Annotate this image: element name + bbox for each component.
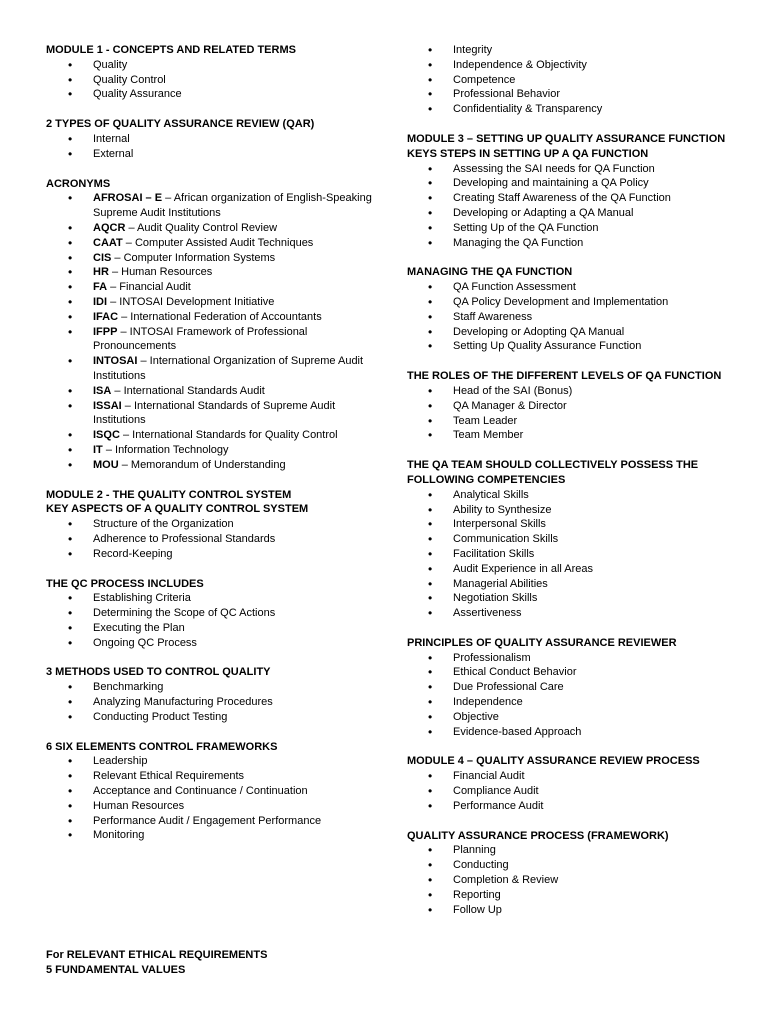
acronym-definition: – INTOSAI Development Initiative [107, 295, 275, 308]
acronym-definition: – Computer Assisted Audit Techniques [122, 236, 314, 249]
list-item: • QA Manager & Director [407, 399, 737, 414]
section [407, 829, 737, 918]
list-item: • Reporting [407, 888, 737, 903]
list-item: • Interpersonal Skills [407, 517, 737, 532]
acronym-definition: – International Standards of Supreme Audit Institutions [93, 399, 336, 427]
section [407, 754, 737, 813]
bullet-list [407, 488, 737, 621]
bullet-list [407, 769, 737, 813]
acronym-abbr: AFROSAI – E [93, 192, 163, 205]
list-item: • Quality Control [46, 73, 376, 88]
section-subheading: KEY ASPECTS OF A QUALITY CONTROL SYSTEM [46, 503, 309, 516]
list-item: • Developing or Adapting a QA Manual [407, 206, 737, 221]
list-item: • Competence [407, 73, 737, 88]
acronym-definition: – Human Resources [108, 266, 213, 279]
list-item: • External [46, 147, 376, 162]
acronym-abbr: ISSAI [93, 399, 122, 412]
list-item: • Independence [407, 695, 737, 710]
list-item: • Professionalism [407, 651, 737, 666]
acronym-definition: – Information Technology [102, 443, 229, 456]
section [46, 43, 376, 102]
bullet-list [407, 651, 737, 740]
section [46, 665, 376, 724]
section [407, 458, 737, 621]
acronym-definition: – Computer Information Systems [111, 251, 276, 264]
acronym-item [46, 236, 376, 251]
list-item: • Completion & Review [407, 873, 737, 888]
bullet-list [407, 843, 737, 917]
list-item: • Determining the Scope of QC Actions [46, 606, 376, 621]
left-column [46, 43, 376, 858]
list-item: • Establishing Criteria [46, 591, 376, 606]
acronym-abbr: IFPP [93, 325, 118, 338]
list-item: • Monitoring [46, 828, 376, 843]
section-heading: MODULE 2 - THE QUALITY CONTROL SYSTEM [46, 488, 292, 501]
acronym-definition: – INTOSAI Framework of Professional Pronouncements [93, 325, 308, 353]
list-item: • Developing or Adopting QA Manual [407, 325, 737, 340]
acronym-definition: – International Standards for Quality Control [119, 429, 338, 442]
list-item: • Team Leader [407, 414, 737, 429]
list-item: • Structure of the Organization [46, 517, 376, 532]
section-heading: THE QC PROCESS INCLUDES [46, 577, 204, 590]
list-item: • Quality Assurance [46, 87, 376, 102]
list-item: • Quality [46, 58, 376, 73]
acronym-definition: – International Standards Audit [111, 384, 265, 397]
acronym-item [46, 251, 376, 266]
acronym-item [46, 295, 376, 310]
acronym-abbr: IT [93, 443, 103, 456]
acronym-item [46, 384, 376, 399]
acronym-abbr: AQCR [93, 221, 126, 234]
section-heading: PRINCIPLES OF QUALITY ASSURANCE REVIEWER [407, 636, 677, 649]
bullet-list [46, 58, 376, 102]
acronym-item [46, 443, 376, 458]
acronym-definition: – International Organization of Supreme Audit Institutions [93, 355, 364, 382]
list-item: • Ongoing QC Process [46, 636, 376, 651]
list-item: • Assessing the SAI needs for QA Function [407, 162, 737, 177]
section [46, 117, 376, 161]
section-heading: MODULE 4 – QUALITY ASSURANCE REVIEW PROCESS [407, 755, 700, 768]
section [407, 132, 737, 250]
bullet-list [407, 384, 737, 443]
list-item: • Developing and maintaining a QA Policy [407, 176, 737, 191]
list-item: • Performance Audit [407, 799, 737, 814]
acronym-item [46, 399, 376, 429]
list-item: • Confidentiality & Transparency [407, 102, 737, 117]
section-heading: 6 SIX ELEMENTS CONTROL FRAMEWORKS [46, 740, 278, 753]
list-item: • Professional Behavior [407, 87, 737, 102]
list-item: • Audit Experience in all Areas [407, 562, 737, 577]
list-item: • Planning [407, 843, 737, 858]
acronym-definition: – International Federation of Accountants [118, 310, 322, 323]
list-item: • Managerial Abilities [407, 577, 737, 592]
list-item: • Analyzing Manufacturing Procedures [46, 695, 376, 710]
section [407, 265, 737, 354]
acronym-abbr: ISQC [93, 429, 120, 442]
list-item: • Team Member [407, 428, 737, 443]
list-item: • Negotiation Skills [407, 591, 737, 606]
list-item: • Due Professional Care [407, 680, 737, 695]
bullet-list [46, 591, 376, 650]
acronym-abbr: CAAT [93, 236, 123, 249]
acronym-definition: – African organization of English-Speaking Supreme Audit Institutions [93, 192, 372, 220]
acronym-item [46, 280, 376, 295]
acronym-abbr: IDI [93, 295, 108, 308]
list-item: • Conducting [407, 858, 737, 873]
acronym-item [46, 191, 376, 221]
section-heading: 3 METHODS USED TO CONTROL QUALITY [46, 666, 271, 679]
list-item: • Follow Up [407, 903, 737, 918]
list-item: • Relevant Ethical Requirements [46, 769, 376, 784]
acronym-abbr: FA [93, 281, 108, 294]
footer-line-1: For RELEVANT ETHICAL REQUIREMENTS [46, 949, 268, 961]
footer-line-2: 5 FUNDAMENTAL VALUES [46, 963, 186, 976]
list-item: • QA Function Assessment [407, 280, 737, 295]
section-heading: 2 TYPES OF QUALITY ASSURANCE REVIEW (QAR) [46, 118, 315, 131]
list-item: • Integrity [407, 43, 737, 58]
section [46, 740, 376, 844]
acronym-item [46, 325, 376, 355]
section-heading: QUALITY ASSURANCE PROCESS (FRAMEWORK) [407, 829, 669, 842]
list-item: • Record-Keeping [46, 547, 376, 562]
acronym-definition: – Financial Audit [107, 281, 191, 294]
acronym-item [46, 265, 376, 280]
acronym-item [46, 221, 376, 236]
list-item: • Ability to Synthesize [407, 503, 737, 518]
list-item: • Conducting Product Testing [46, 710, 376, 725]
list-item: • Facilitation Skills [407, 547, 737, 562]
bullet-list [46, 680, 376, 724]
acronym-abbr: IFAC [93, 310, 119, 323]
section-subheading: KEYS STEPS IN SETTING UP A QA FUNCTION [407, 147, 649, 160]
section-heading: MODULE 3 – SETTING UP QUALITY ASSURANCE FUNCTION [407, 132, 726, 145]
list-item: • Head of the SAI (Bonus) [407, 384, 737, 399]
list-item: • Internal [46, 132, 376, 147]
acronym-list [46, 191, 376, 472]
acronym-abbr: ISA [93, 384, 112, 397]
acronym-item [46, 354, 376, 384]
list-item: • Financial Audit [407, 769, 737, 784]
acronym-abbr: CIS [93, 251, 112, 264]
list-item: • Acceptance and Continuance / Continuation [46, 784, 376, 799]
section [46, 488, 376, 562]
bullet-list [46, 754, 376, 843]
list-item: • Managing the QA Function [407, 236, 737, 251]
section-heading: MANAGING THE QA FUNCTION [407, 266, 573, 279]
list-item: • Analytical Skills [407, 488, 737, 503]
section [46, 577, 376, 651]
list-item: • Evidence-based Approach [407, 725, 737, 740]
bullet-list [407, 162, 737, 251]
bullet-list [407, 43, 737, 117]
list-item: • Communication Skills [407, 532, 737, 547]
footer [46, 948, 267, 978]
acronym-abbr: INTOSAI [93, 355, 138, 368]
list-item: • Adherence to Professional Standards [46, 532, 376, 547]
acronym-definition: – Audit Quality Control Review [125, 221, 278, 234]
section-heading: THE QA TEAM SHOULD COLLECTIVELY POSSESS THE FOLLOWING COMPETENCIES [407, 459, 699, 486]
bullet-list [46, 517, 376, 561]
list-item: • Objective [407, 710, 737, 725]
acronym-item [46, 310, 376, 325]
list-item: • Independence & Objectivity [407, 58, 737, 73]
list-item: • Compliance Audit [407, 784, 737, 799]
section [407, 636, 737, 740]
list-item: • QA Policy Development and Implementation [407, 295, 737, 310]
acronym-definition: – Memorandum of Understanding [118, 458, 286, 471]
section [407, 369, 737, 443]
acronym-abbr: HR [93, 266, 109, 279]
list-item: • Benchmarking [46, 680, 376, 695]
bullet-list [46, 132, 376, 162]
list-item: • Human Resources [46, 799, 376, 814]
right-column [407, 43, 737, 932]
list-item: • Creating Staff Awareness of the QA Function [407, 191, 737, 206]
section-heading: THE ROLES OF THE DIFFERENT LEVELS OF QA FUNCTION [407, 370, 722, 383]
list-item: • Staff Awareness [407, 310, 737, 325]
fundamental-values-list [407, 43, 737, 117]
acronym-abbr: MOU [93, 458, 119, 471]
bullet-list [407, 280, 737, 354]
list-item: • Setting Up of the QA Function [407, 221, 737, 236]
list-item: • Ethical Conduct Behavior [407, 665, 737, 680]
list-item: • Performance Audit / Engagement Performance [46, 814, 376, 829]
acronyms-section [46, 177, 376, 473]
acronym-item [46, 428, 376, 443]
section-heading: MODULE 1 - CONCEPTS AND RELATED TERMS [46, 44, 296, 56]
acronym-item [46, 458, 376, 473]
list-item: • Setting Up Quality Assurance Function [407, 339, 737, 354]
section-heading: ACRONYMS [46, 177, 111, 190]
list-item: • Assertiveness [407, 606, 737, 621]
list-item: • Executing the Plan [46, 621, 376, 636]
list-item: • Leadership [46, 754, 376, 769]
